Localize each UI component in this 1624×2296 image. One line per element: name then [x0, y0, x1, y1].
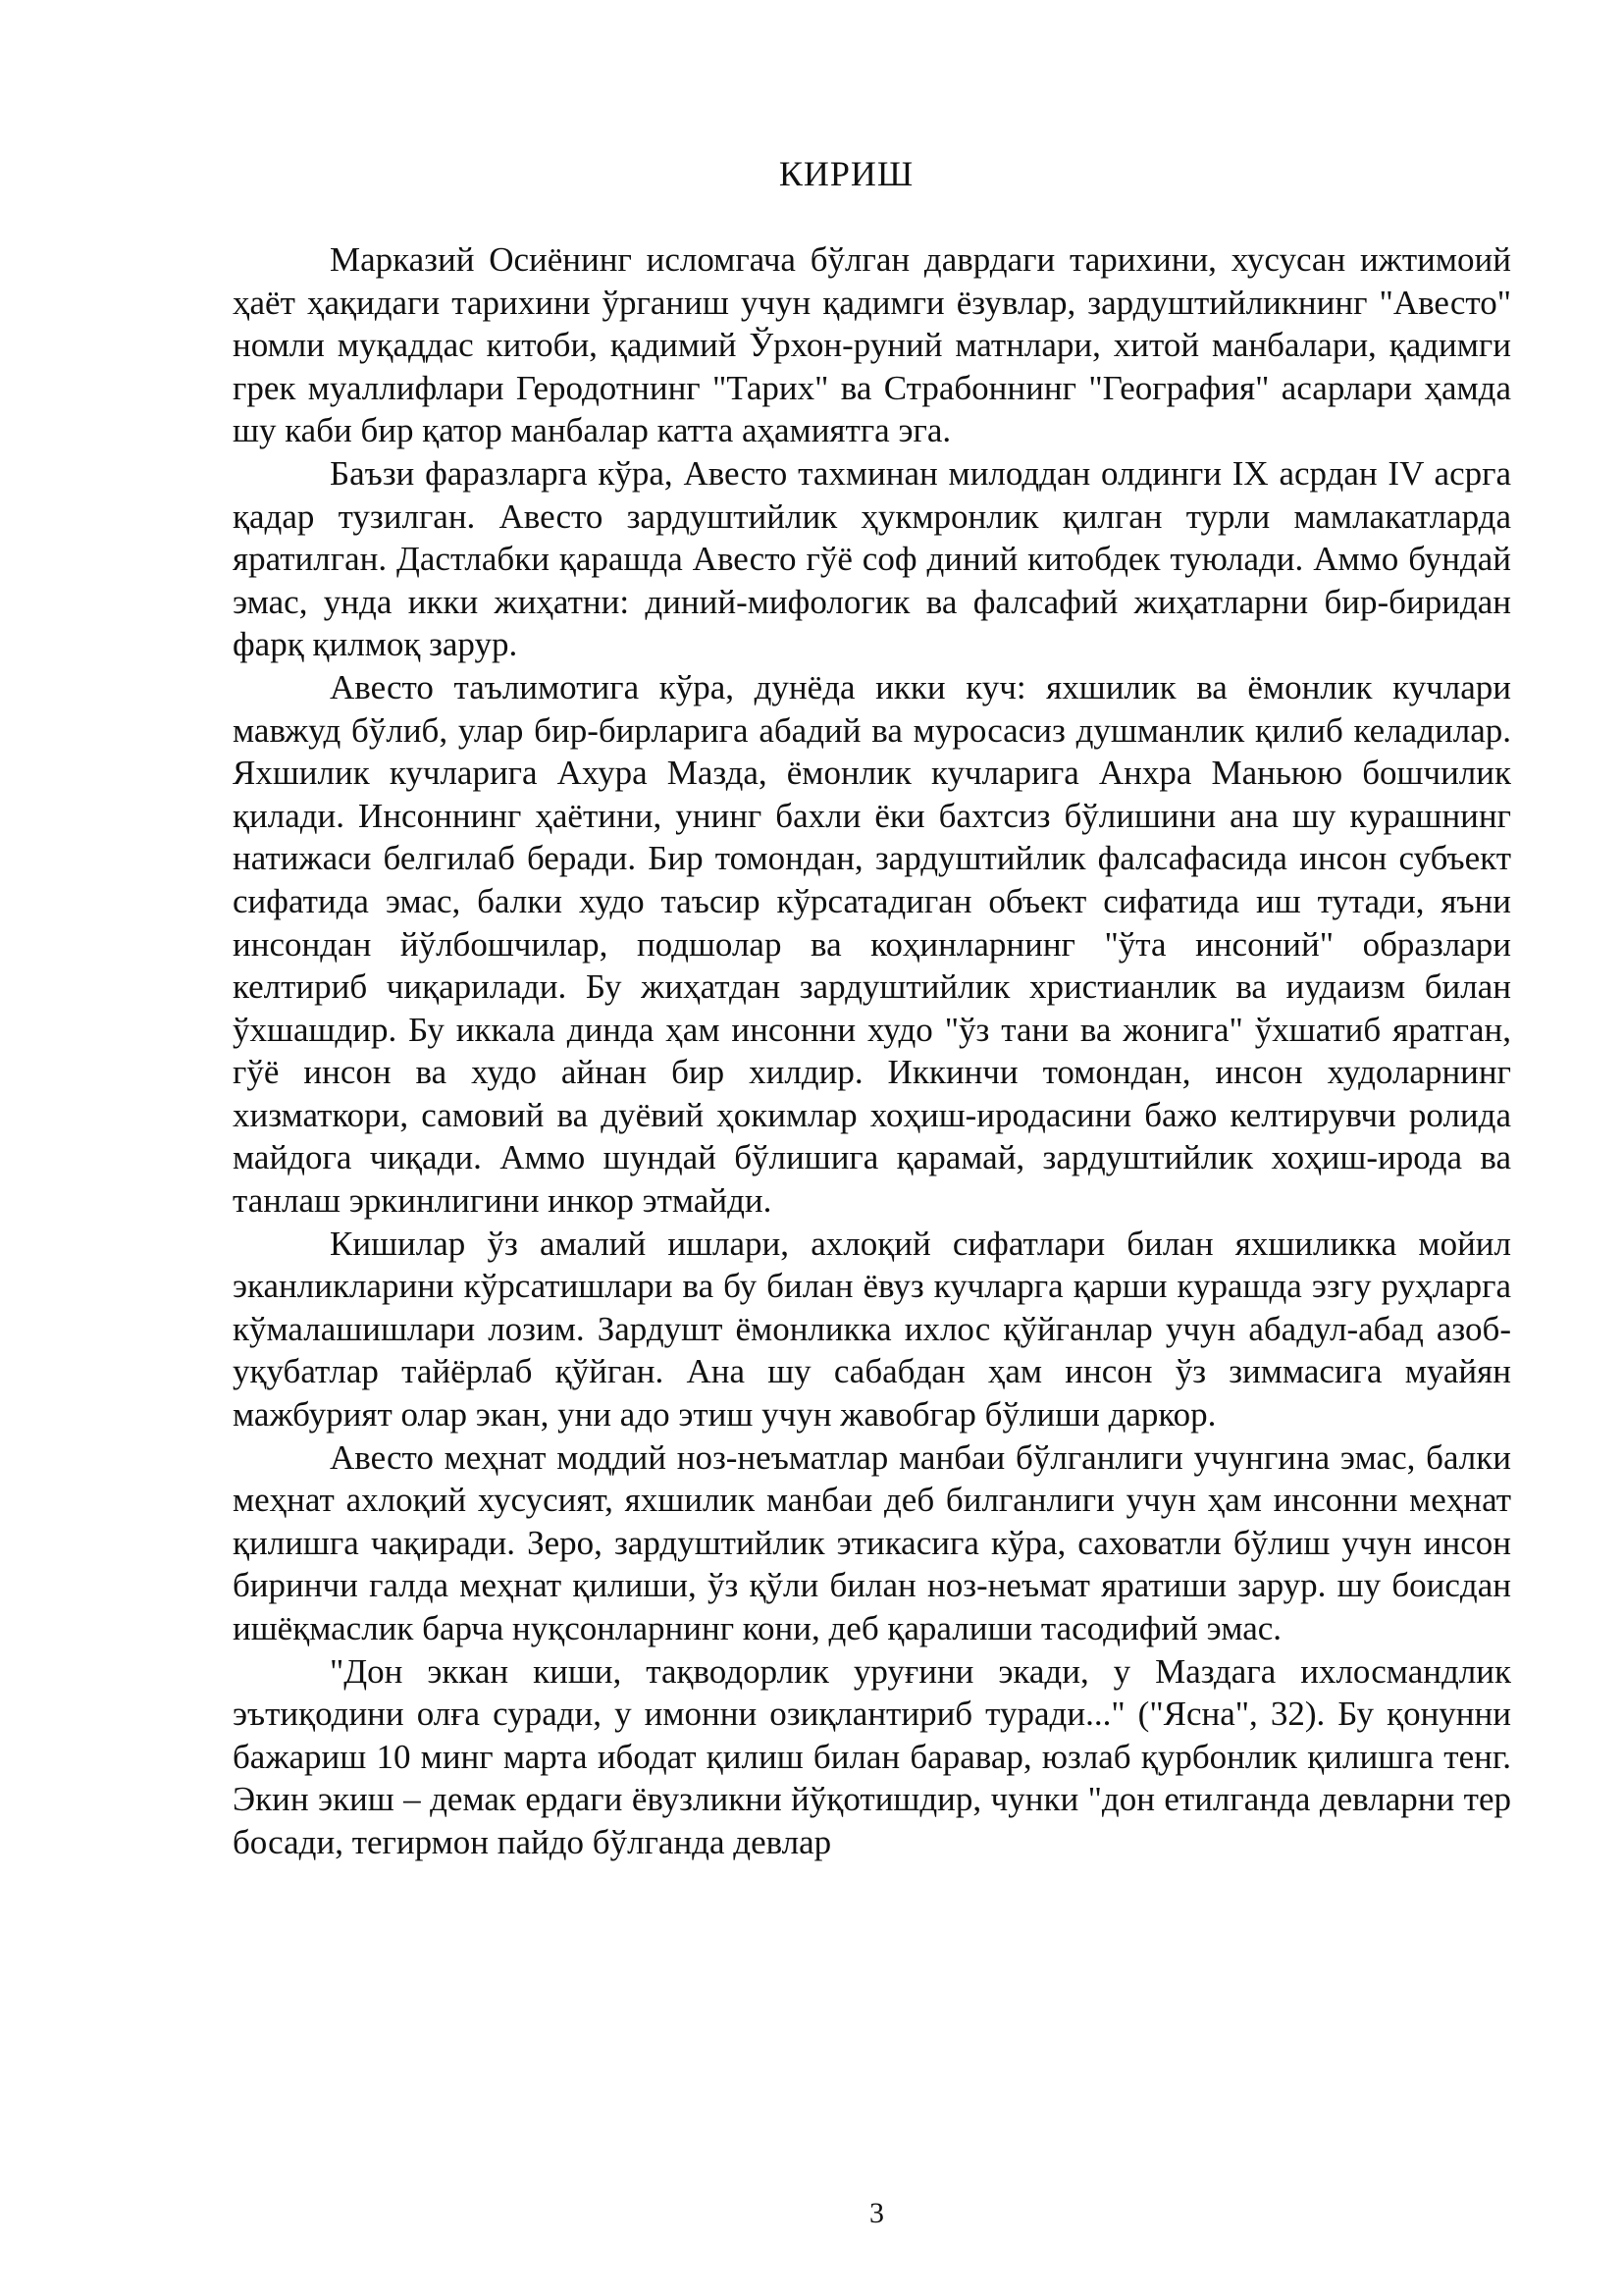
paragraph-4: Кишилар ўз амалий ишлари, ахлоқий сифатлари билан яхшиликка мойил эканликларини кўрсатишлари ва бу билан ёвуз кучларга қарши курашда эзгу руҳларга кўмалашишлари лозим. Зардушт ёмонликка ихлос қўйганлар учун абадул-абад азоб-уқубатлар тайёрлаб қўйган. Ана шу сабабдан ҳам инсон ўз зиммасига муайян мажбурият олар экан, уни адо этиш учун жавобгар бўлиши даркор. — [233, 1224, 1511, 1435]
paragraph-1: Марказий Осиёнинг исломгача бўлган даврдаги тарихини, хусусан ижтимоий ҳаёт ҳақидаги тарихини ўрганиш учун қадимги ёзувлар, зардуштийликнинг "Авесто" номли муқаддас китоби, қадимий Ўрхон-руний матнлари, хитой манбалари, қадимги грек муаллифлари Геродотнинг "Тарих" ва Страбоннинг "География" асарлари ҳамда шу каби бир қатор манбалар катта аҳамиятга эга. — [233, 240, 1511, 450]
page-title: КИРИШ — [778, 154, 915, 193]
paragraph-6: "Дон эккан киши, тақводорлик уруғини экади, у Маздага ихлосмандлик эътиқодини олға суради, у имонни озиқлантириб туради..." ("Ясна", 32). Бу қонунни бажариш 10 минг марта ибодат қилиш билан баравар, юзлаб қурбонлик қилишга тенг. Экин экиш – демак ердаги ёвузликни йўқотишдир, чунки "дон етилганда девларни тер босади, тегирмон пайдо бўлганда девлар — [233, 1651, 1511, 1861]
body-text — [233, 238, 1511, 1864]
paragraph-5: Авесто меҳнат моддий ноз-неъматлар манбаи бўлганлиги учунгина эмас, балки меҳнат ахлоқий хусусият, яхшилик манбаи деб билганлиги учун ҳам инсонни меҳнат қилишга чақиради. Зеро, зардуштийлик этикасига кўра, саховатли бўлиш учун инсон биринчи галда меҳнат қилиши, ўз қўли билан ноз-неъмат яратиши зарур. шу боисдан ишёқмаслик барча нуқсонларнинг кони, деб қаралиши тасодифий эмас. — [233, 1437, 1511, 1647]
paragraph-2: Баъзи фаразларга кўра, Авесто тахминан милоддан олдинги IX асрдан IV асрга қадар тузилган. Авесто зардуштийлик ҳукмронлик қилган турли мамлакатларда яратилган. Дастлабки қарашда Авесто гўё соф диний китобдек туюлади. Аммо бундай эмас, унда икки жиҳатни: диний-мифологик ва фалсафий жиҳатларни бир-биридан фарқ қилмоқ зарур. — [233, 453, 1511, 664]
page-number: 3 — [869, 2197, 884, 2229]
paragraph-3: Авесто таълимотига кўра, дунёда икки куч: яхшилик ва ёмонлик кучлари мавжуд бўлиб, улар бир-бирларига абадий ва муросасиз душманлик қилиб келадилар. Яхшилик кучларига Ахура Мазда, ёмонлик кучларига Анхра Маньюю бошчилик қилади. Инсоннинг ҳаётини, унинг бахли ёки бахтсиз бўлишини ана шу курашнинг натижаси белгилаб беради. Бир томондан, зардуштийлик фалсафасида инсон субъект сифатида эмас, балки худо таъсир кўрсатадиган объект сифатида иш тутади, яъни инсондан йўлбошчилар, подшолар ва коҳинларнинг "ўта инсоний" образлари келтириб чиқарилади. Бу жиҳатдан зардуштийлик христианлик ва иудаизм билан ўхшашдир. Бу иккала динда ҳам инсонни худо "ўз тани ва жонига" ўхшатиб яратган, гўё инсон ва худо айнан бир хилдир. Иккинчи томондан, инсон худоларнинг хизматкори, самовий ва дуёвий ҳокимлар хоҳиш-иродасини бажо келтирувчи ролида майдога чиқади. Аммо шундай бўлишига қарамай, зардуштийлик хоҳиш-ирода ва танлаш эркинлигини инкор этмайди. — [233, 667, 1511, 1221]
